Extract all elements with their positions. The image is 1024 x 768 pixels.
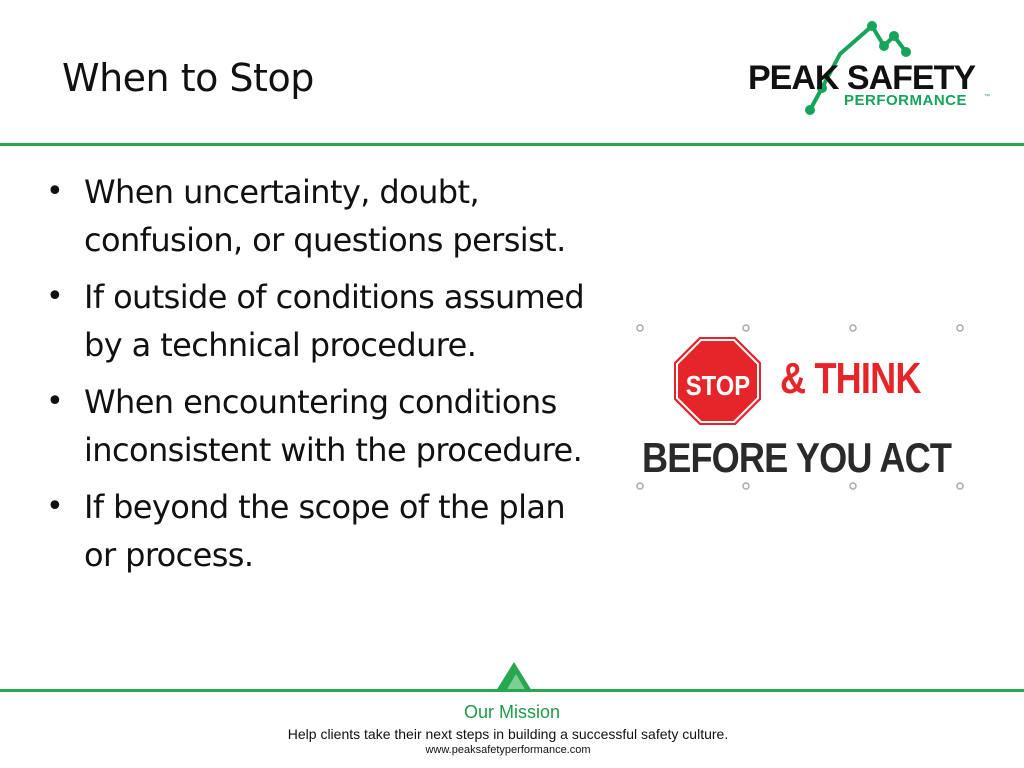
bullet-item — [44, 378, 604, 474]
bullet-glyph: • — [46, 489, 64, 524]
bullet-item — [44, 273, 604, 369]
before-you-act-text: BEFORE YOU ACT — [642, 434, 952, 481]
website-url: www.peaksafetyperformance.com — [425, 744, 591, 756]
logo-word-performance: PERFORMANCE — [844, 92, 968, 109]
footer-divider — [0, 689, 1024, 692]
bullet-text: If outside of conditions assumed by a technical procedure. — [84, 278, 585, 364]
bullet-text: When uncertainty, doubt, confusion, or questions persist. — [84, 173, 566, 259]
logo-trademark: ™ — [984, 94, 990, 100]
mission-text: Help clients take their next steps in building a successful safety culture. — [287, 726, 729, 742]
mountain-icon — [492, 660, 536, 692]
slide-title: When to Stop — [62, 56, 314, 100]
bullet-text: If beyond the scope of the plan or process. — [84, 488, 566, 574]
stop-text: STOP — [685, 370, 751, 401]
bullet-glyph: • — [46, 384, 64, 419]
bullet-item — [44, 483, 604, 579]
bullet-list — [44, 168, 604, 588]
header-divider — [0, 143, 1024, 146]
peak-safety-logo — [744, 18, 994, 118]
think-text: & THINK — [780, 354, 921, 403]
bullet-glyph: • — [46, 174, 64, 209]
bullet-item — [44, 168, 604, 264]
logo-word-peak-safety: PEAK SAFETY — [748, 59, 976, 97]
stop-think-sign — [628, 318, 973, 498]
bullet-glyph: • — [46, 279, 64, 314]
mission-title: Our Mission — [463, 702, 561, 722]
bullet-text: When encountering conditions inconsistent with the procedure. — [84, 383, 583, 469]
